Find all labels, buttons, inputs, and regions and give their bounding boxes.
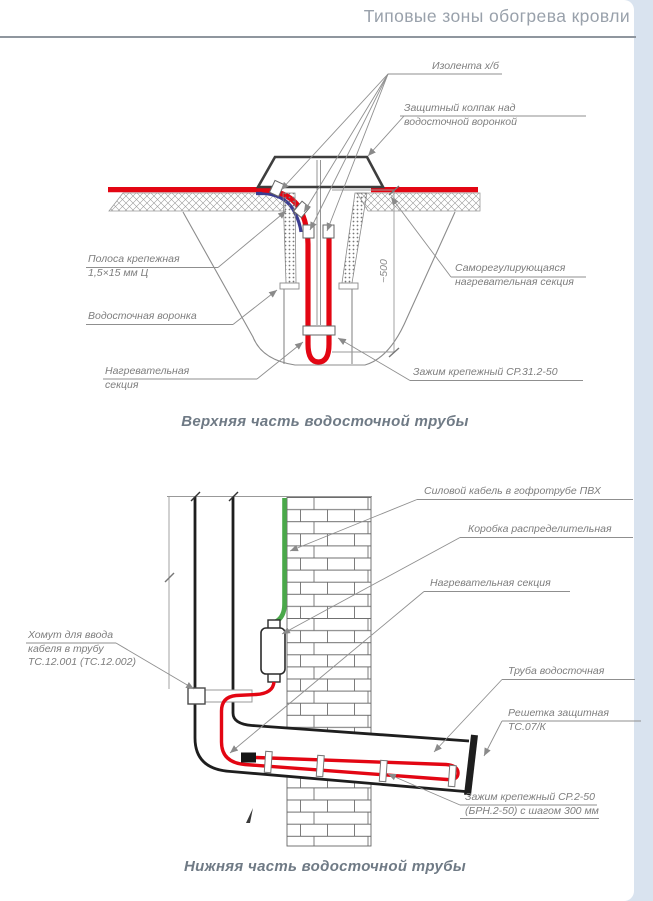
funnel-flange-right (339, 283, 358, 289)
clamp-cp31 (303, 326, 335, 335)
upper-diagram-caption: Верхняя часть водосточной трубы (181, 413, 469, 430)
label-power-cable: Силовой кабель в гофротрубе ПВХ (424, 485, 601, 497)
power-cable-green (274, 498, 285, 626)
page-title: Типовые зоны обогрева кровли (363, 6, 630, 26)
cable-end-seal (241, 753, 256, 763)
funnel-flange-left (280, 283, 299, 289)
label-heating-section-bottom: Нагревательная секция (430, 577, 551, 589)
label-clamp-cp31: Зажим крепежный СР.31.2-50 (413, 366, 558, 378)
label-izolenta: Изолента х/б (432, 60, 499, 72)
lower-diagram-caption: Нижняя часть водосточной трубы (184, 858, 466, 875)
label-mounting-strip: Полоса крепежная 1,5×15 мм Ц (88, 253, 180, 279)
funnel-wall-left (283, 193, 296, 283)
label-distribution-box: Коробка распределительная (468, 523, 612, 535)
label-protective-cap: Защитный колпак над водосточной воронкой (404, 102, 517, 128)
break-mark (246, 808, 253, 823)
distribution-box (261, 620, 285, 682)
label-clamp-cp2: Зажим крепежный СР.2-50 (БРН.2-50) с шагом 300 мм (465, 791, 599, 817)
khomut-clamp (188, 688, 205, 704)
roof-layer-hatch-right (357, 193, 480, 211)
label-funnel: Водосточная воронка (88, 310, 197, 322)
label-khomut: Хомут для ввода кабеля в трубу ТС.12.001 (ТС.12.002) (28, 629, 136, 668)
funnel-wall-right (342, 193, 367, 283)
label-selfregulating-section: Саморегулирующаяся нагревательная секция (455, 262, 574, 288)
dimension-500-text: ~500 (378, 259, 390, 283)
roof-layer-hatch-left (109, 193, 285, 211)
drain-basin-outline (183, 212, 455, 365)
mounting-strip (317, 160, 321, 325)
brick-wall (287, 497, 371, 846)
label-drainpipe: Труба водосточная (508, 665, 605, 677)
label-heating-section-top: Нагревательная секция (105, 365, 190, 391)
label-protective-grille: Решетка защитная ТС.07/К (508, 707, 609, 733)
